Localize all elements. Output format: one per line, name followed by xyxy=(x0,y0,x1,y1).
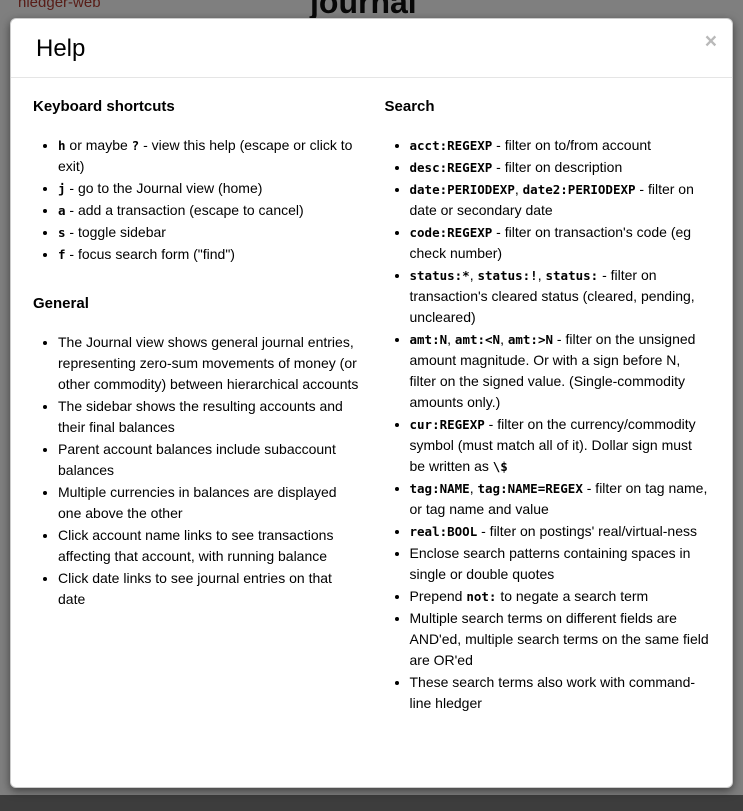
list-item: • The Journal view shows general journal entries, representing zero-sum movements of money (or other commodity) between hierarchical accounts xyxy=(58,332,359,395)
code-span: acct:REGEXP xyxy=(409,137,493,153)
list-item: • acct:REGEXP - filter on to/from account xyxy=(410,135,711,156)
code-span: real:BOOL xyxy=(409,523,478,539)
list-item: • Prepend not: to negate a search term xyxy=(410,586,711,607)
section-heading: Keyboard shortcuts xyxy=(33,97,175,115)
code-span: amt:N xyxy=(409,331,448,347)
code-span: ? xyxy=(131,137,140,153)
list-item: • f - focus search form ("find") xyxy=(58,244,359,265)
code-span: status:! xyxy=(477,267,538,283)
code-span: amt:>N xyxy=(507,331,554,347)
code-span: code:REGEXP xyxy=(409,224,493,240)
list-item: • status:*, status:!, status: - filter on transaction's cleared status (cleared, pending, uncleared) xyxy=(410,265,711,328)
right-column xyxy=(385,98,711,744)
code-span: h xyxy=(58,137,66,153)
section-heading: General xyxy=(33,294,89,312)
code-span: desc:REGEXP xyxy=(409,159,493,175)
list-item: • a - add a transaction (escape to cancel) xyxy=(58,200,359,221)
code-span: \$ xyxy=(492,458,508,474)
code-span: tag:NAME xyxy=(409,480,470,496)
list-item: • date:PERIODEXP, date2:PERIODEXP - filter on date or secondary date xyxy=(410,179,711,221)
modal-header xyxy=(11,19,732,78)
list-item: • The sidebar shows the resulting accounts and their final balances xyxy=(58,396,359,438)
code-span: status: xyxy=(545,267,599,283)
code-span: amt:<N xyxy=(454,331,501,347)
code-span: f xyxy=(58,246,66,262)
help-list xyxy=(385,135,711,714)
code-span: date:PERIODEXP xyxy=(409,181,515,197)
list-item: • h or maybe ? - view this help (escape or click to exit) xyxy=(58,135,359,177)
list-item: • real:BOOL - filter on postings' real/virtual-ness xyxy=(410,521,711,542)
code-span: s xyxy=(58,224,66,240)
list-item: • Enclose search patterns containing spaces in single or double quotes xyxy=(410,543,711,585)
code-span: status:* xyxy=(409,267,470,283)
list-item: • Multiple search terms on different fields are AND'ed, multiple search terms on the same field are OR'ed xyxy=(410,608,711,671)
list-item: • Click account name links to see transactions affecting that account, with running balance xyxy=(58,525,359,567)
list-item: • desc:REGEXP - filter on description xyxy=(410,157,711,178)
help-list xyxy=(33,135,359,265)
code-span: not: xyxy=(466,588,497,604)
list-item: • code:REGEXP - filter on transaction's code (eg check number) xyxy=(410,222,711,264)
left-column xyxy=(33,98,359,744)
list-item: • j - go to the Journal view (home) xyxy=(58,178,359,199)
section-heading: Search xyxy=(384,97,435,115)
code-span: tag:NAME=REGEX xyxy=(477,480,583,496)
modal-title: Help xyxy=(36,35,86,62)
list-item: • s - toggle sidebar xyxy=(58,222,359,243)
code-span: a xyxy=(58,202,66,218)
list-item: • amt:N, amt:<N, amt:>N - filter on the unsigned amount magnitude. Or with a sign before N, filter on the signed value. (Single-commodity amounts only.) xyxy=(410,329,711,413)
page-footer-strip xyxy=(0,795,743,811)
code-span: j xyxy=(58,180,66,196)
list-item: • Multiple currencies in balances are displayed one above the other xyxy=(58,482,359,524)
list-item: • These search terms also work with command-line hledger xyxy=(410,672,711,714)
list-item: • Click date links to see journal entries on that date xyxy=(58,568,359,610)
list-item: • Parent account balances include subaccount balances xyxy=(58,439,359,481)
help-modal xyxy=(10,18,733,788)
help-list xyxy=(33,332,359,610)
modal-body xyxy=(11,78,732,754)
list-item: • tag:NAME, tag:NAME=REGEX - filter on tag name, or tag name and value xyxy=(410,478,711,520)
code-span: cur:REGEXP xyxy=(409,416,485,432)
close-icon[interactable]: × xyxy=(704,30,717,53)
list-item: • cur:REGEXP - filter on the currency/commodity symbol (must match all of it). Dollar sign must be written as \$ xyxy=(410,414,711,477)
code-span: date2:PERIODEXP xyxy=(522,181,636,197)
